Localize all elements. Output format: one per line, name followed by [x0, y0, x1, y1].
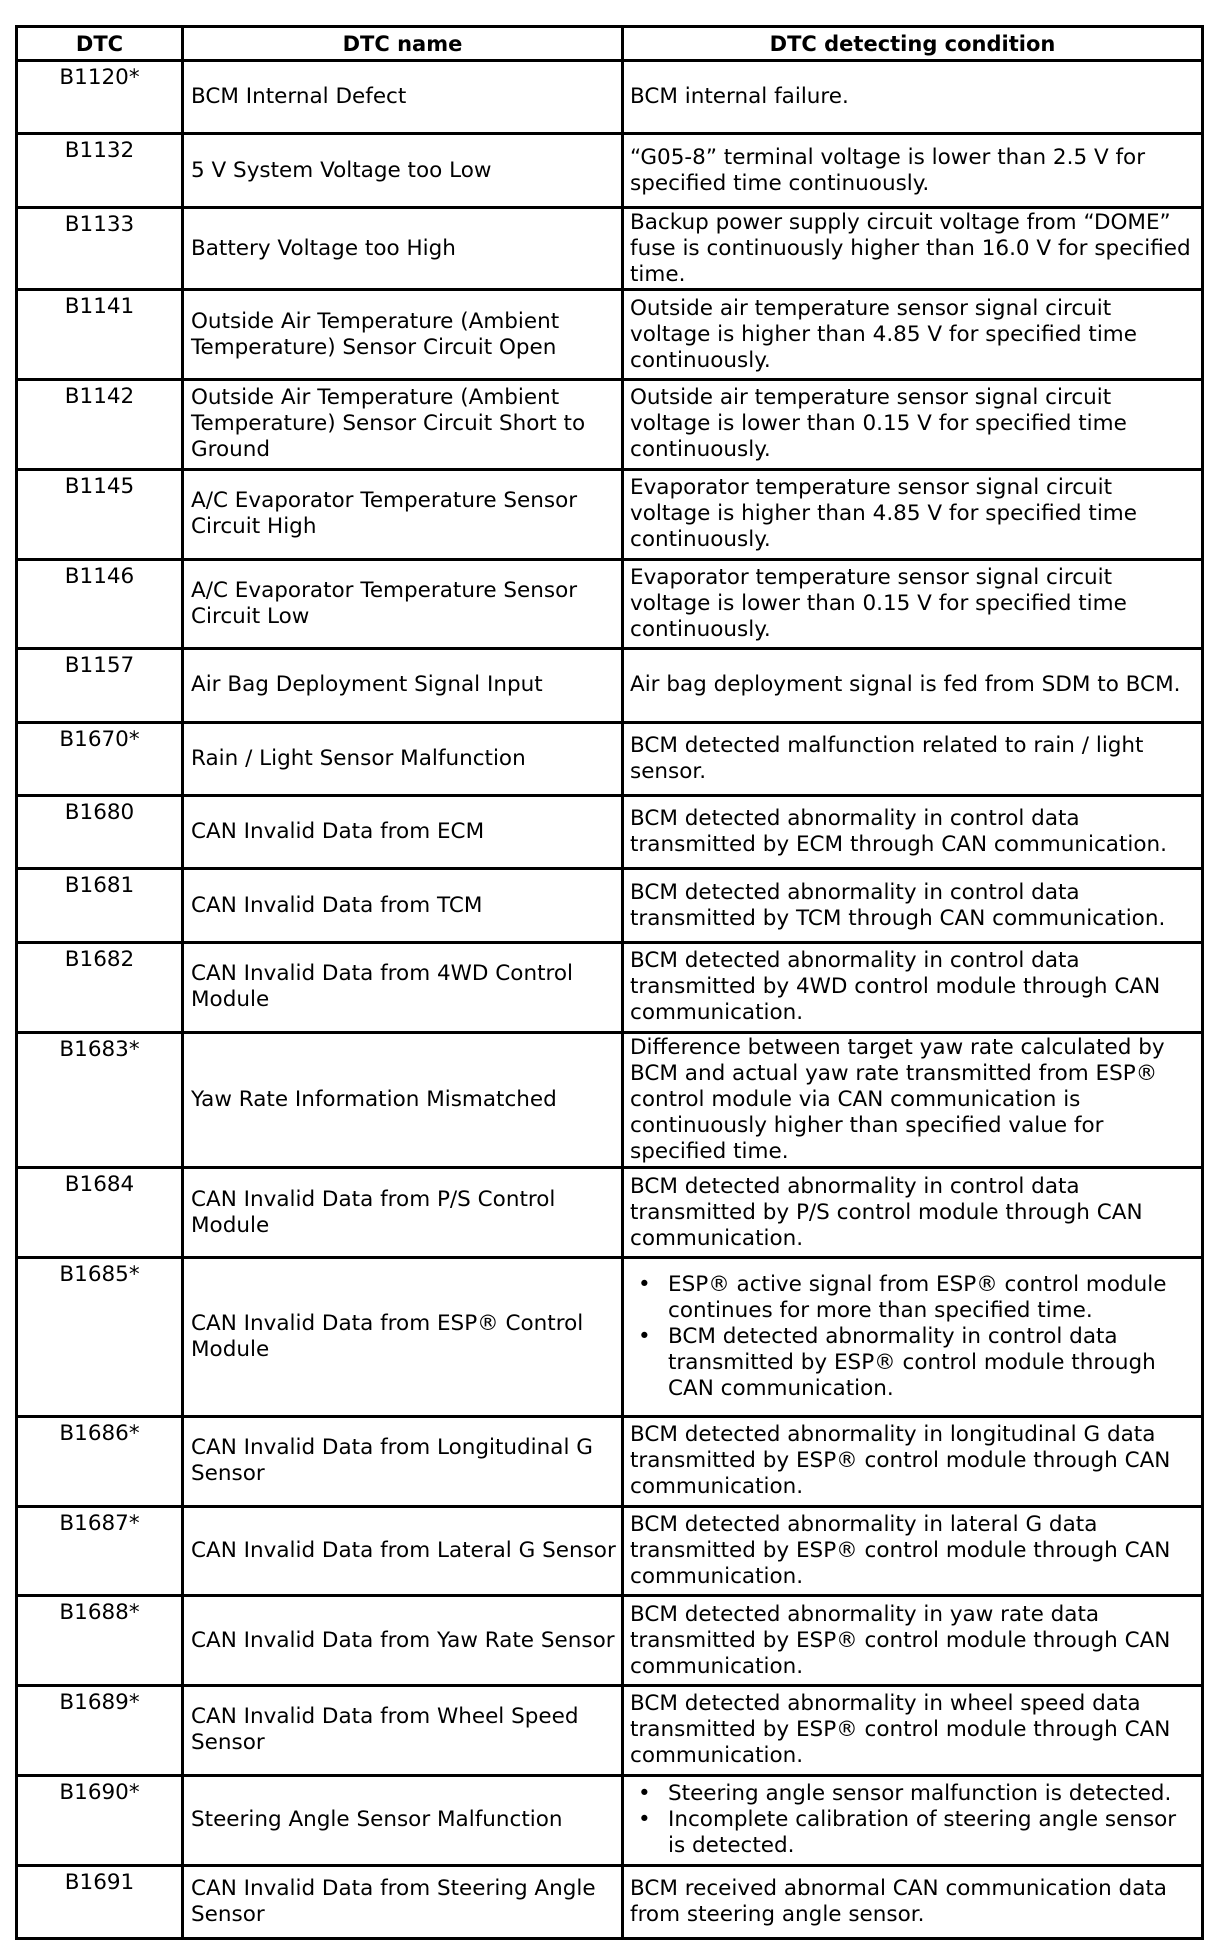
- bullet-icon: •: [638, 1781, 651, 1807]
- dtc-code: B1690*: [17, 1775, 183, 1865]
- dtc-name: BCM Internal Defect: [183, 61, 623, 134]
- dtc-code: B1670*: [17, 722, 183, 795]
- dtc-code: B1688*: [17, 1596, 183, 1686]
- condition-bullet-item: [630, 1781, 1197, 1807]
- dtc-code: B1689*: [17, 1686, 183, 1776]
- dtc-code: B1133: [17, 207, 183, 290]
- dtc-code: B1691: [17, 1865, 183, 1938]
- bullet-icon: •: [638, 1807, 651, 1833]
- dtc-condition: BCM received abnormal CAN communication data from steering angle sensor.: [623, 1865, 1203, 1938]
- dtc-table: [15, 25, 1204, 1940]
- table-row: [17, 796, 1203, 869]
- condition-bullet-text: Incomplete calibration of steering angle sensor is detected.: [668, 1807, 1177, 1859]
- table-row: [17, 469, 1203, 559]
- table-row: [17, 1865, 1203, 1938]
- table-row: [17, 1596, 1203, 1686]
- dtc-name: CAN Invalid Data from ECM: [183, 796, 623, 869]
- dtc-code: B1684: [17, 1168, 183, 1258]
- table-header-row: [17, 27, 1203, 61]
- dtc-condition: Difference between target yaw rate calculated by BCM and actual yaw rate transmitted from ESP® control module via CAN communication is continuously higher than specified value for specified time.: [623, 1032, 1203, 1168]
- table-row: [17, 869, 1203, 942]
- condition-bullet-item: [630, 1272, 1197, 1324]
- condition-bullet-text: ESP® active signal from ESP® control module continues for more than specified time.: [668, 1271, 1167, 1323]
- dtc-name: Air Bag Deployment Signal Input: [183, 649, 623, 722]
- dtc-condition: BCM detected abnormality in yaw rate data transmitted by ESP® control module through CAN communication.: [623, 1596, 1203, 1686]
- dtc-condition: BCM detected abnormality in longitudinal G data transmitted by ESP® control module through CAN communication.: [623, 1416, 1203, 1506]
- table-row: [17, 290, 1203, 380]
- table-row: [17, 134, 1203, 207]
- dtc-condition: BCM detected abnormality in control data transmitted by P/S control module through CAN communication.: [623, 1168, 1203, 1258]
- header-dtc: DTC: [17, 27, 183, 61]
- dtc-name: CAN Invalid Data from Lateral G Sensor: [183, 1506, 623, 1596]
- dtc-code: B1141: [17, 290, 183, 380]
- dtc-condition: BCM detected malfunction related to rain / light sensor.: [623, 722, 1203, 795]
- dtc-name: Outside Air Temperature (Ambient Temperature) Sensor Circuit Short to Ground: [183, 380, 623, 470]
- dtc-code: B1120*: [17, 61, 183, 134]
- dtc-condition: BCM detected abnormality in lateral G data transmitted by ESP® control module through CAN communication.: [623, 1506, 1203, 1596]
- table-row: [17, 1257, 1203, 1416]
- table-row: [17, 380, 1203, 470]
- dtc-name: CAN Invalid Data from Yaw Rate Sensor: [183, 1596, 623, 1686]
- dtc-code: B1145: [17, 469, 183, 559]
- dtc-condition: BCM internal failure.: [623, 61, 1203, 134]
- bullet-icon: •: [638, 1271, 651, 1297]
- dtc-condition: Backup power supply circuit voltage from “DOME” fuse is continuously higher than 16.0 V for specified time.: [623, 207, 1203, 290]
- table-row: [17, 61, 1203, 134]
- condition-bullet-list: [630, 1272, 1197, 1402]
- table-row: [17, 649, 1203, 722]
- dtc-code: B1142: [17, 380, 183, 470]
- table-row: [17, 942, 1203, 1032]
- table-row: [17, 1506, 1203, 1596]
- header-dtc-name: DTC name: [183, 27, 623, 61]
- dtc-code: B1681: [17, 869, 183, 942]
- dtc-name: Yaw Rate Information Mismatched: [183, 1032, 623, 1168]
- table-row: [17, 1416, 1203, 1506]
- dtc-code: B1682: [17, 942, 183, 1032]
- table-row: [17, 1032, 1203, 1168]
- dtc-code: B1157: [17, 649, 183, 722]
- dtc-code: B1683*: [17, 1032, 183, 1168]
- dtc-name: A/C Evaporator Temperature Sensor Circuit High: [183, 469, 623, 559]
- dtc-condition: Evaporator temperature sensor signal circuit voltage is lower than 0.15 V for specified time continuously.: [623, 559, 1203, 649]
- condition-bullet-item: [630, 1324, 1197, 1402]
- dtc-condition: Evaporator temperature sensor signal circuit voltage is higher than 4.85 V for specified time continuously.: [623, 469, 1203, 559]
- dtc-condition: [623, 1775, 1203, 1865]
- dtc-name: CAN Invalid Data from Longitudinal G Sensor: [183, 1416, 623, 1506]
- dtc-condition: Air bag deployment signal is fed from SDM to BCM.: [623, 649, 1203, 722]
- condition-bullet-text: BCM detected abnormality in control data transmitted by ESP® control module through CAN communication.: [668, 1323, 1156, 1401]
- dtc-condition: BCM detected abnormality in control data transmitted by 4WD control module through CAN communication.: [623, 942, 1203, 1032]
- dtc-name: A/C Evaporator Temperature Sensor Circuit Low: [183, 559, 623, 649]
- dtc-name: Steering Angle Sensor Malfunction: [183, 1775, 623, 1865]
- condition-bullet-text: Steering angle sensor malfunction is detected.: [668, 1781, 1172, 1807]
- table-row: [17, 1686, 1203, 1776]
- table-body: [17, 61, 1203, 1939]
- dtc-name: 5 V System Voltage too Low: [183, 134, 623, 207]
- dtc-condition: BCM detected abnormality in control data transmitted by ECM through CAN communication.: [623, 796, 1203, 869]
- dtc-condition: Outside air temperature sensor signal circuit voltage is higher than 4.85 V for specified time continuously.: [623, 290, 1203, 380]
- header-detecting-condition: DTC detecting condition: [623, 27, 1203, 61]
- dtc-name: CAN Invalid Data from Steering Angle Sensor: [183, 1865, 623, 1938]
- dtc-name: Outside Air Temperature (Ambient Temperature) Sensor Circuit Open: [183, 290, 623, 380]
- dtc-condition: BCM detected abnormality in wheel speed data transmitted by ESP® control module through CAN communication.: [623, 1686, 1203, 1776]
- dtc-code: B1680: [17, 796, 183, 869]
- table-row: [17, 722, 1203, 795]
- condition-bullet-item: [630, 1807, 1197, 1859]
- dtc-name: Battery Voltage too High: [183, 207, 623, 290]
- dtc-code: B1686*: [17, 1416, 183, 1506]
- dtc-name: Rain / Light Sensor Malfunction: [183, 722, 623, 795]
- dtc-name: CAN Invalid Data from P/S Control Module: [183, 1168, 623, 1258]
- dtc-name: CAN Invalid Data from Wheel Speed Sensor: [183, 1686, 623, 1776]
- dtc-code: B1685*: [17, 1257, 183, 1416]
- dtc-condition: “G05-8” terminal voltage is lower than 2.5 V for specified time continuously.: [623, 134, 1203, 207]
- table-row: [17, 1775, 1203, 1865]
- dtc-name: CAN Invalid Data from ESP® Control Module: [183, 1257, 623, 1416]
- dtc-condition: BCM detected abnormality in control data transmitted by TCM through CAN communication.: [623, 869, 1203, 942]
- dtc-code: B1146: [17, 559, 183, 649]
- dtc-name: CAN Invalid Data from TCM: [183, 869, 623, 942]
- table-row: [17, 207, 1203, 290]
- dtc-condition: Outside air temperature sensor signal circuit voltage is lower than 0.15 V for specified time continuously.: [623, 380, 1203, 470]
- table-row: [17, 559, 1203, 649]
- dtc-name: CAN Invalid Data from 4WD Control Module: [183, 942, 623, 1032]
- condition-bullet-list: [630, 1781, 1197, 1859]
- bullet-icon: •: [638, 1323, 651, 1349]
- dtc-code: B1132: [17, 134, 183, 207]
- dtc-code: B1687*: [17, 1506, 183, 1596]
- dtc-condition: [623, 1257, 1203, 1416]
- table-row: [17, 1168, 1203, 1258]
